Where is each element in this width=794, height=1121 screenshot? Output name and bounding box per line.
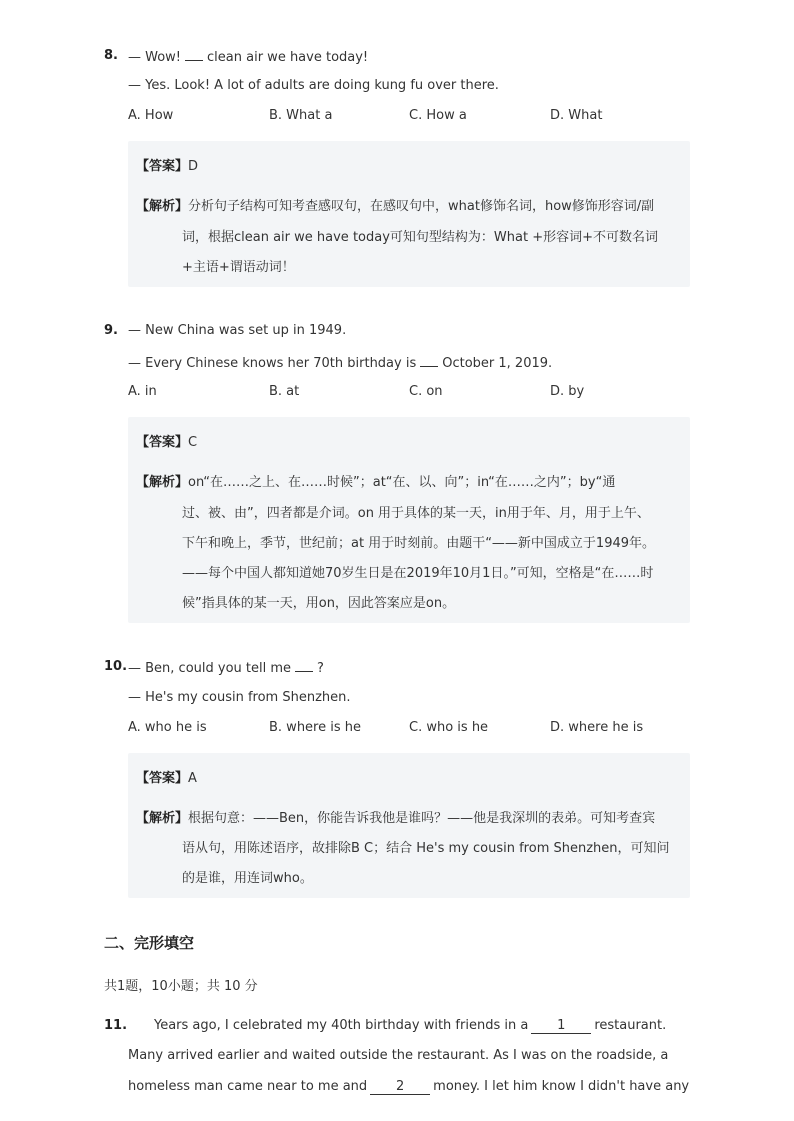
option-d: D. by — [550, 384, 585, 399]
question-text: clean air we have today! — [207, 50, 369, 65]
question-text: October 1, 2019. — [442, 356, 553, 371]
option-d: D. What — [550, 108, 603, 123]
question-text: — Wow! — [128, 50, 182, 65]
answer-blank — [420, 354, 438, 367]
question-number: 8. — [104, 48, 118, 63]
option-b: B. What a — [269, 108, 333, 123]
cloze-blank-1: 1 — [531, 1019, 591, 1034]
question-line-2 — [128, 354, 552, 371]
cloze-blank-2: 2 — [370, 1080, 430, 1095]
question-line-2: — He's my cousin from Shenzhen. — [128, 690, 351, 705]
passage-line: Many arrived earlier and waited outside the restaurant. As I was on the roadside, a — [128, 1048, 669, 1063]
question-number: 9. — [104, 323, 118, 338]
option-c: C. on — [409, 384, 443, 399]
option-a: A. in — [128, 384, 157, 399]
explanation-text: 候”指具体的某一天，用on，因此答案应是on。 — [182, 596, 456, 611]
option-c: C. who is he — [409, 720, 489, 735]
explanation-line — [136, 807, 676, 826]
explanation-text: 下午和晚上，季节，世纪前；at 用于时刻前。由题干“——新中国成立于1949年。 — [182, 536, 656, 551]
explanation-text: 语从句，用陈述语序，故排除B C；结合 He's my cousin from Shenzhen，可知问 — [182, 841, 670, 856]
explanation-text: on“在……之上、在……时候”；at“在、以、向”；in“在……之内”；by“通 — [188, 475, 616, 490]
section-title: 二、完形填空 — [104, 934, 195, 952]
question-line-2: — Yes. Look! A lot of adults are doing kung fu over there. — [128, 78, 499, 93]
passage-text: money. I let him know I didn't have any — [433, 1079, 690, 1094]
option-b: B. at — [269, 384, 300, 399]
question-number: 10. — [104, 659, 128, 674]
answer-label: 【答案】 — [136, 159, 189, 174]
option-b: B. where is he — [269, 720, 361, 735]
section-info: 共1题，10小题；共 10 分 — [104, 979, 258, 994]
question-line-1: — New China was set up in 1949. — [128, 323, 347, 338]
question-line-1 — [128, 48, 368, 65]
answer-box — [128, 141, 690, 287]
explanation-label: 【解析】 — [136, 475, 189, 490]
explanation-text: 的是谁，用连词who。 — [182, 871, 313, 886]
explanation-label: 【解析】 — [136, 811, 189, 826]
explanation-text: 过、被、由”，四者都是介词。on 用于具体的某一天，in用于年、月，用于上午、 — [182, 506, 650, 521]
answer-box — [128, 753, 690, 898]
question-text: — Ben, could you tell me — [128, 661, 292, 676]
question-text: — Every Chinese knows her 70th birthday is — [128, 356, 417, 371]
option-c: C. How a — [409, 108, 467, 123]
option-a: A. who he is — [128, 720, 207, 735]
question-number: 11. — [104, 1018, 128, 1033]
explanation-text: ——每个中国人都知道她70岁生日是在2019年10月1日。”可知，空格是“在……时 — [182, 566, 654, 581]
option-a: A. How — [128, 108, 174, 123]
explanation-line — [136, 195, 676, 214]
explanation-text: 分析句子结构可知考查感叹句，在感叹句中，what修饰名词，how修饰形容词/副 — [188, 199, 655, 214]
answer-value: C — [188, 435, 198, 450]
answer-blank — [185, 48, 203, 61]
answer-value: A — [188, 771, 197, 786]
passage-text: homeless man came near to me and — [128, 1079, 368, 1094]
answer-line — [136, 155, 198, 174]
answer-box — [128, 417, 690, 623]
question-line-1 — [128, 659, 324, 676]
passage-line — [154, 1018, 666, 1034]
answer-line — [136, 431, 197, 450]
option-d: D. where he is — [550, 720, 644, 735]
answer-label: 【答案】 — [136, 435, 189, 450]
explanation-text: 根据句意：——Ben，你能告诉我他是谁吗？——他是我深圳的表弟。可知考查宾 — [188, 811, 656, 826]
explanation-text: +主语+谓语动词！ — [182, 260, 295, 275]
explanation-label: 【解析】 — [136, 199, 189, 214]
answer-line — [136, 767, 197, 786]
answer-label: 【答案】 — [136, 771, 189, 786]
answer-value: D — [188, 159, 199, 174]
question-text: ? — [317, 661, 324, 676]
passage-text: restaurant. — [594, 1018, 667, 1033]
passage-text: Years ago, I celebrated my 40th birthday with friends in a — [154, 1018, 529, 1033]
explanation-line — [136, 471, 676, 490]
explanation-text: 词，根据clean air we have today可知句型结构为：What +形容词+不可数名词 — [182, 230, 658, 245]
answer-blank — [295, 659, 313, 672]
passage-line — [128, 1079, 689, 1095]
